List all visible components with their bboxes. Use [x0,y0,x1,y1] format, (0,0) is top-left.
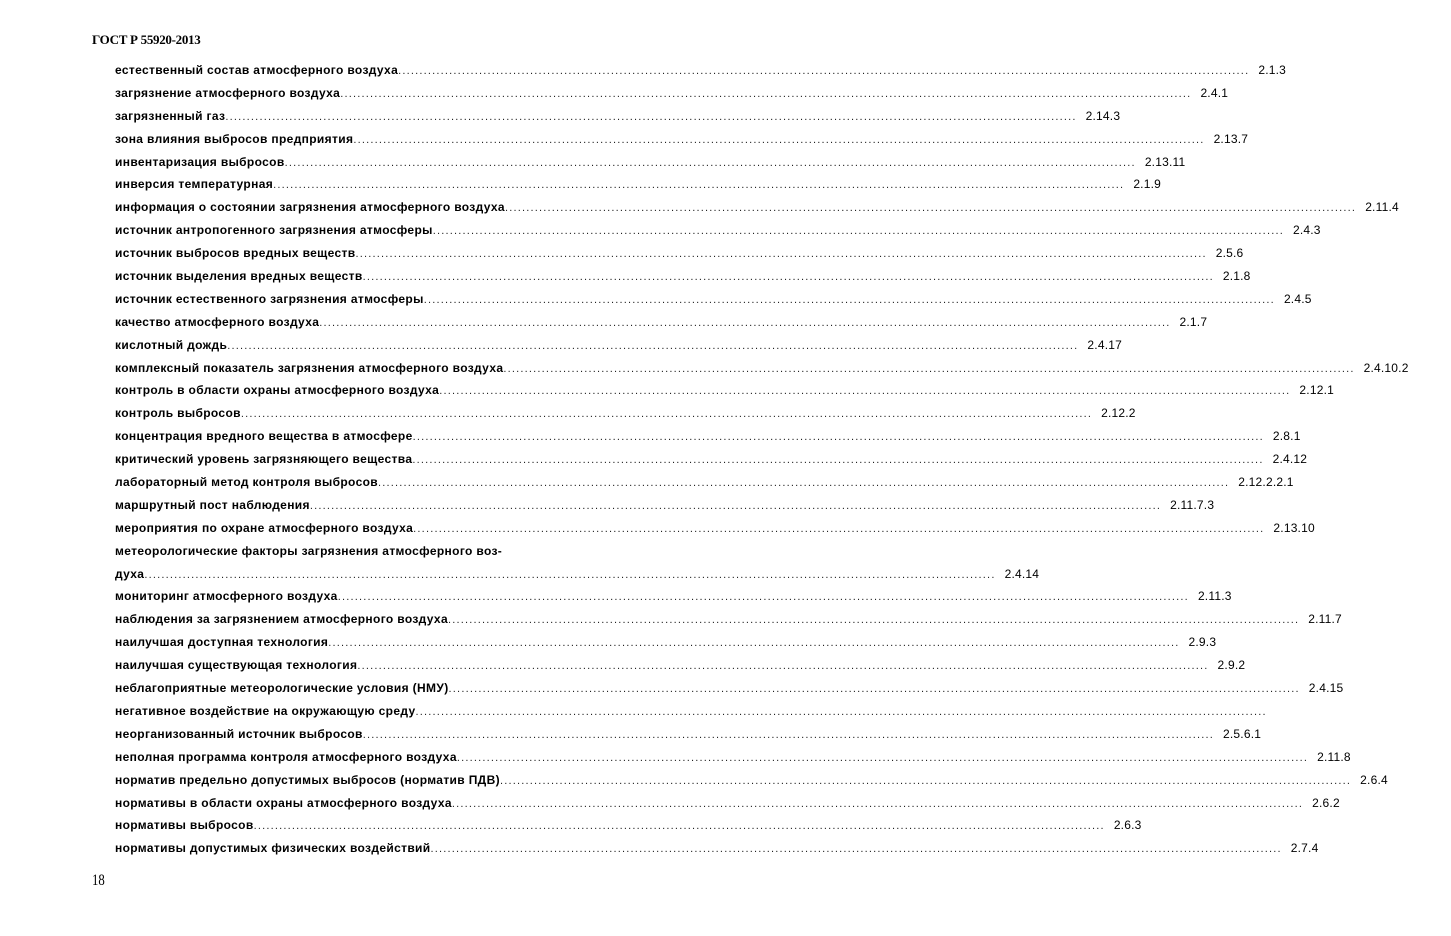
index-entry [115,360,1409,384]
index-term: лабораторный метод контроля выбросов [115,475,379,490]
index-term: источник естественного загрязнения атмосферы [115,291,424,306]
index-term: зона влияния выбросов предприятия [115,131,354,146]
index-reference: 2.1.9 [1133,177,1162,192]
index-entry [115,291,1312,315]
index-entry [115,795,1340,819]
index-reference: 2.9.3 [1188,635,1217,650]
index-entry [115,63,1287,86]
index-term: источник антропогенного загрязнения атмосферы [115,223,433,238]
index-term: контроль в области охраны атмосферного воздуха [115,383,440,398]
dot-leader: ........................................................................................................................................................................................................ [273,179,1125,192]
index-term: неблагоприятные метеорологические условия (НМУ) [115,681,449,696]
index-reference: 2.4.14 [1004,566,1040,581]
index-term: негативное воздействие на окружающую среду [115,703,416,718]
index-entry [115,544,635,567]
dot-leader: ........................................................................................................................................................................................................ [357,660,1209,673]
dot-leader: ........................................................................................................................................................................................................ [284,156,1136,169]
dot-leader: ........................................................................................................................................................................................................ [398,65,1250,77]
index-term: нормативы выбросов [115,818,254,833]
index-term: наилучшая доступная технология [115,635,329,650]
dot-leader: ........................................................................................................................................................................................................ [432,225,1284,238]
index-term: нормативы допустимых физических воздействий [115,841,431,856]
index-term: критический уровень загрязняющего вещества [115,452,413,467]
dot-leader: ........................................................................................................................................................................................................ [362,728,1215,741]
index-entry [115,223,1321,246]
index-reference: 2.12.1 [1299,383,1334,398]
index-reference: 2.6.3 [1113,818,1142,833]
index-entry [115,131,1249,155]
index-entry [115,589,1232,612]
index-term: неполная программа контроля атмосферного воздуха [115,749,457,764]
dot-leader: ........................................................................................................................................................................................................ [227,339,1079,352]
dot-leader: ........................................................................................................................................................................................................ [415,705,1267,718]
index-term: неорганизованный источник выбросов [115,726,363,741]
index-reference: 2.4.5 [1283,291,1312,306]
index-entry [115,108,1121,132]
index-reference: 2.11.3 [1197,589,1232,604]
index-term: наблюдения за загрязнением атмосферного воздуха [115,612,448,627]
index-reference: 2.11.4 [1365,200,1399,215]
dot-leader: ........................................................................................................................................................................................................ [240,408,1093,421]
index-term: источник выбросов вредных веществ [115,246,356,261]
dot-leader: ........................................................................................................................................................................................................ [355,248,1207,261]
index-entry [115,85,1229,109]
index-entry [115,452,1308,475]
dot-leader: ........................................................................................................................................................................................................ [448,614,1300,627]
index-reference: 2.6.2 [1312,795,1340,810]
index-entry [115,429,1301,452]
index-reference: 2.6.4 [1360,772,1388,787]
index-reference: 2.13.10 [1273,520,1315,535]
dot-leader: ........................................................................................................................................................................................................ [225,110,1077,123]
index-term: концентрация вредного вещества в атмосфере [115,429,413,444]
index-entry [115,314,1208,338]
index-entry [115,383,1334,406]
index-reference: 2.1.3 [1258,63,1287,77]
index-term: информация о состоянии загрязнения атмосферного воздуха [115,200,505,215]
index-term: комплексный показатель загрязнения атмосферного воздуха [115,360,504,375]
index-entry [115,841,1319,864]
index-reference: 2.14.3 [1085,108,1121,123]
dot-leader: ........................................................................................................................................................................................................ [328,637,1180,650]
index-reference: 2.13.11 [1144,154,1186,169]
dot-leader: ........................................................................................................................................................................................................ [456,751,1309,764]
dot-leader: ........................................................................................................................................................................................................ [412,454,1264,467]
index-term: естественный состав атмосферного воздуха [115,63,399,77]
index-term: инверсия температурная [115,177,274,192]
index-term: мероприятия по охране атмосферного воздуха [115,520,414,535]
index-entry [115,246,1244,269]
index-term: маршрутный пост наблюдения [115,497,310,512]
index-reference: 2.13.7 [1213,131,1249,146]
index-entry [115,749,1351,773]
index-reference: 2.4.10.2 [1363,360,1409,375]
dot-leader: ........................................................................................................................................................................................................ [340,87,1192,100]
dot-leader: ........................................................................................................................................................................................................ [412,431,1264,444]
index-term: загрязнение атмосферного воздуха [115,85,341,100]
index-entry [115,337,1122,361]
index-entry [115,200,1399,223]
index-term: метеорологические факторы загрязнения атмосферного воз- [115,543,503,558]
index-entry [115,635,1217,658]
index-entry [115,726,1262,750]
index-reference: 2.7.4 [1290,841,1319,856]
index-term: качество атмосферного воздуха [115,314,320,329]
index-reference: 2.12.2 [1101,406,1136,421]
dot-leader: ........................................................................................................................................................................................................ [439,385,1291,398]
index-term: кислотный дождь [115,337,228,352]
index-reference: 2.8.1 [1272,429,1301,444]
dot-leader: ........................................................................................................................................................................................................ [337,591,1189,604]
index-entry [115,658,1246,681]
index-term: духа [115,566,145,581]
dot-leader: ........................................................................................................................................................................................................ [503,362,1355,375]
index-reference: 2.5.6.1 [1223,726,1262,741]
index-entry [115,818,1142,841]
dot-leader: ........................................................................................................................................................................................................ [319,316,1171,329]
index-term: нормативы в области охраны атмосферного воздуха [115,795,452,810]
index-term: загрязненный газ [115,108,226,123]
dot-leader: ........................................................................................................................................................................................................ [430,843,1282,856]
index-term: мониторинг атмосферного воздуха [115,589,338,604]
dot-leader: ........................................................................................................................................................................................................ [423,293,1275,306]
index-reference: 2.1.8 [1222,269,1251,284]
index-entry [115,177,1162,200]
dot-leader: ........................................................................................................................................................................................................ [448,683,1300,696]
dot-leader: ........................................................................................................................................................................................................ [499,774,1352,787]
index-term: контроль выбросов [115,406,241,421]
index-reference: 2.11.8 [1317,749,1351,764]
index-reference: 2.11.7.3 [1170,497,1215,512]
index-entry [115,681,1344,704]
dot-leader: ........................................................................................................................................................................................................ [451,797,1304,810]
index-reference: 2.5.6 [1215,246,1244,261]
index-term: норматив предельно допустимых выбросов (норматив ПДВ) [115,772,500,787]
index-entry [115,406,1136,429]
index-term: наилучшая существующая технология [115,658,358,673]
dot-leader: ........................................................................................................................................................................................................ [353,133,1205,146]
index-reference: 2.4.12 [1272,452,1308,467]
index-reference: 2.4.3 [1292,223,1321,238]
dot-leader: ........................................................................................................................................................................................................ [362,271,1214,284]
index-reference: 2.11.7 [1308,612,1342,627]
page-number: 18 [92,872,105,889]
index-reference: 2.4.1 [1200,85,1229,100]
index-entry [115,475,1294,498]
dot-leader: ........................................................................................................................................................................................................ [413,522,1265,535]
index-reference: 2.4.17 [1087,337,1122,352]
index-entry [115,772,1388,796]
index-reference: 2.4.15 [1308,681,1344,696]
dot-leader: ........................................................................................................................................................................................................ [253,820,1105,833]
index-reference: 2.12.2.2.1 [1238,475,1294,490]
index-entry [115,154,1186,178]
index-reference: 2.1.7 [1179,314,1208,329]
dot-leader: ........................................................................................................................................................................................................ [504,202,1357,215]
index-entry [115,497,1215,521]
dot-leader: ........................................................................................................................................................................................................ [309,499,1162,512]
index-entry [115,520,1315,544]
document-header: ГОСТ Р 55920-2013 [92,32,201,47]
index-term: источник выделения вредных веществ [115,269,363,284]
index-entry [115,703,1267,727]
index-term: инвентаризация выбросов [115,154,285,169]
dot-leader: ........................................................................................................................................................................................................ [144,568,996,581]
index-entry [115,269,1251,292]
index-entry [115,612,1342,635]
index-entry [115,566,1040,590]
dot-leader: ........................................................................................................................................................................................................ [378,477,1230,490]
index-reference: 2.9.2 [1217,658,1246,673]
term-index-list [115,63,1409,864]
